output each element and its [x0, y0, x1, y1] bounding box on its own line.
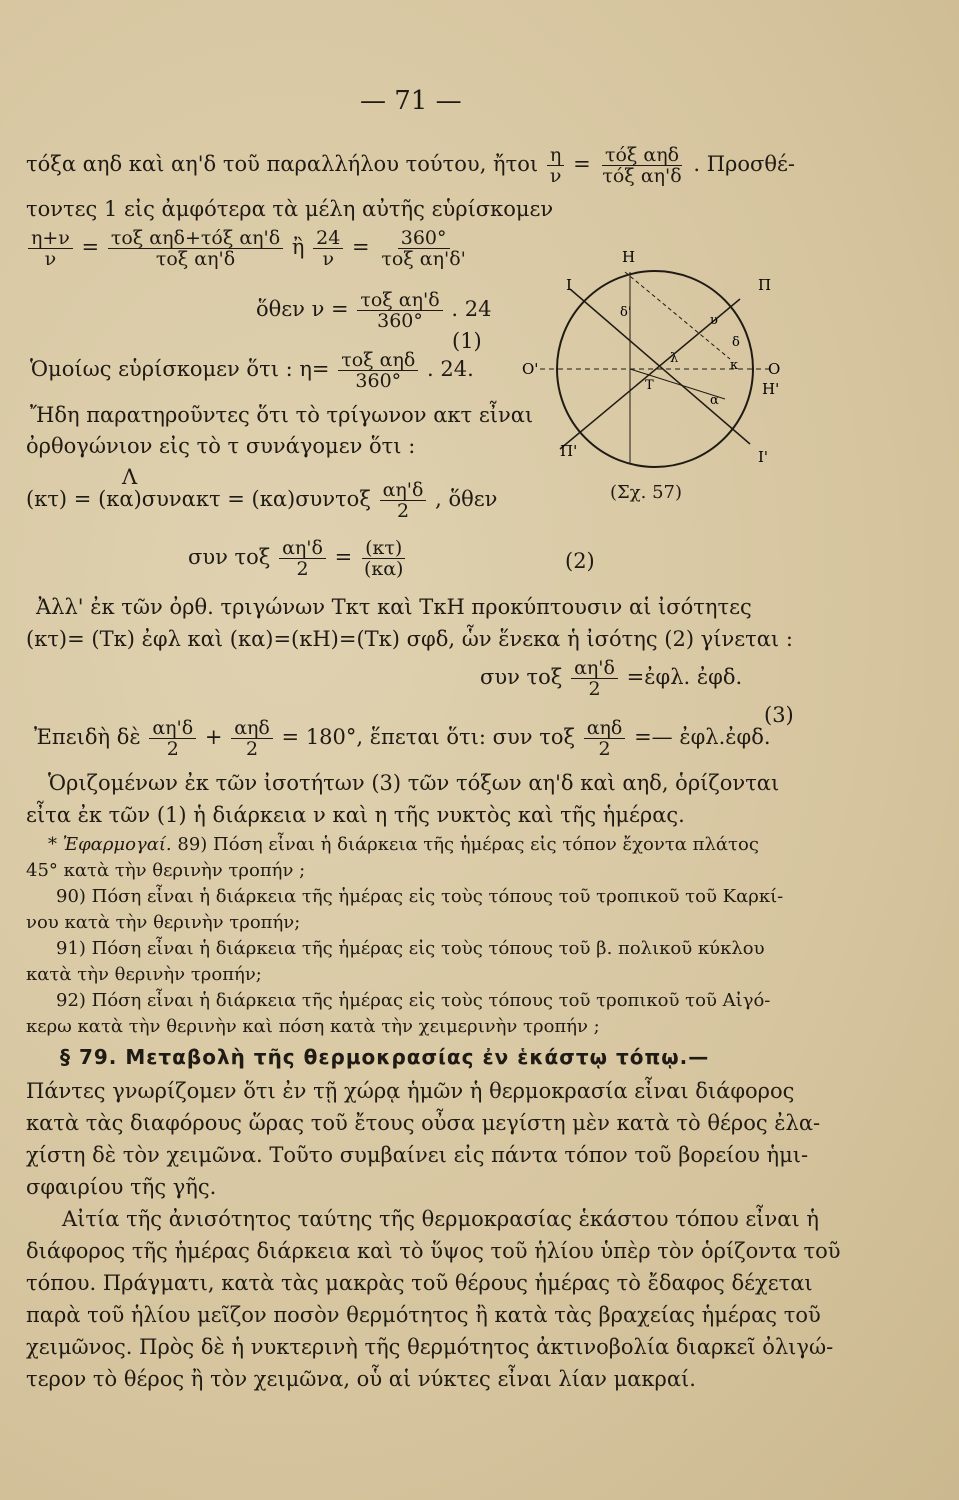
text-line: Ἤδη παρατηροῦντες ὅτι τὸ τρίγωνον ακτ εἶναι: [30, 403, 534, 427]
text-line: τόπου. Πράγματι, κατὰ τὰς μακρὰς τοῦ θέρους ἡμέρας τὸ ἔδαφος δέχεται: [26, 1271, 813, 1295]
label-u: υ: [710, 313, 718, 328]
label-k: κ: [730, 358, 739, 373]
text-line: τόξα αηδ καὶ αη'δ τοῦ παραλλήλου τούτου, ἤτοι $\frac{\eta}{\nu}$ = $\frac{\text{τόξ αηδ}}{\text{τόξ αη'δ}}$ . Προσθέ-: [26, 144, 795, 187]
exercise-line: 90) Πόση εἶναι ἡ διάρκεια τῆς ἡμέρας εἰς τοὺς τόπους τοῦ τροπικοῦ τοῦ Καρκί-: [56, 886, 784, 907]
text-line: (κτ)= (Τκ) ἐφλ καὶ (κα)=(κΗ)=(Τκ) σφδ, ὧν ἕνεκα ἡ ἰσότης (2) γίνεται :: [26, 627, 793, 651]
equation-line: Ὁμοίως εὑρίσκομεν ὅτι : η= $\frac{\text{τοξ αηδ}}{360^\circ}$ . 24.: [30, 349, 474, 392]
label-O2: Ο': [522, 360, 539, 378]
exercise-line: κερω κατὰ τὴν θερινὴν καὶ πόση κατὰ τὴν χειμερινὴν τροπήν ;: [26, 1016, 600, 1037]
exercise-line: νου κατὰ τὴν θερινὴν τροπήν;: [26, 912, 301, 933]
label-I2: Ι': [758, 448, 769, 466]
text-line: χίστη δὲ τὸν χειμῶνα. Τοῦτο συμβαίνει εἰς πάντα τόπον τοῦ βορείου ἡμι-: [26, 1143, 809, 1167]
text-line: κατὰ τὰς διαφόρους ὥρας τοῦ ἔτους οὖσα μεγίστη μὲν κατὰ τὸ θέρος ἐλα-: [26, 1111, 821, 1135]
label-T: Τ: [645, 378, 654, 393]
exercise-line: 45° κατὰ τὴν θερινὴν τροπήν ;: [26, 860, 306, 881]
text-line: εἶτα ἐκ τῶν (1) ἡ διάρκεια ν καὶ η τῆς νυκτὸς καὶ τῆς ἡμέρας.: [26, 803, 685, 827]
text-line: Ὁριζομένων ἐκ τῶν ἰσοτήτων (3) τῶν τόξων αη'δ καὶ αηδ, ὁρίζονται: [48, 771, 780, 795]
exercise-line: κατὰ τὴν θερινὴν τροπήν;: [26, 964, 262, 985]
text-line: Αἰτία τῆς ἀνισότητος ταύτης τῆς θερμοκρασίας ἑκάστου τόπου εἶναι ἡ: [62, 1207, 819, 1231]
hat-mark: Λ: [122, 465, 138, 489]
text-line: παρὰ τοῦ ἡλίου μεῖζον ποσὸν θερμότητος ἢ κατὰ τὰς βραχείας ἡμέρας τοῦ: [26, 1303, 821, 1327]
exercise-line: * Ἐφαρμογαί. 89) Πόση εἶναι ἡ διάρκεια τῆς ἡμέρας εἰς τόπον ἔχοντα πλάτος: [48, 834, 759, 855]
label-H2: Η': [762, 380, 780, 398]
label-P: Π: [758, 276, 772, 294]
equation-line: συν τοξ $\frac{\alpha\eta'\delta}{2}$ =ἐφλ. ἐφδ.: [480, 657, 743, 700]
equation-number: (3): [764, 703, 794, 727]
page-number: — 71 —: [360, 86, 462, 116]
equation-line: $\frac{\eta+\nu}{\nu}$ = $\frac{\text{τοξ αηδ+τόξ αη'δ}}{\text{τοξ αη'δ}}$ ἢ $\frac{24}{\nu}$ = $\frac{360^\circ}{\text{τοξ αη'δ'}}$: [26, 228, 471, 269]
text-line: τοντες 1 εἰς ἀμφότερα τὰ μέλη αὐτῆς εὑρίσκομεν: [26, 197, 554, 221]
label-l: λ: [670, 351, 679, 366]
text-line: διάφορος τῆς ἡμέρας διάρκεια καὶ τὸ ὕψος τοῦ ἡλίου ὑπὲρ τὸν ὁρίζοντα τοῦ: [26, 1239, 841, 1263]
label-a: α: [710, 393, 719, 408]
equation-line: Ἐπειδὴ δὲ $\frac{\alpha\eta'\delta}{2}$ + $\frac{\text{αηδ}}{2}$ = 180°, ἕπεται ὅτι: συν τοξ $\frac{\text{αηδ}}{2}$ =— ἐφλ.ἐφδ.: [34, 717, 771, 760]
label-O: Ο: [768, 360, 781, 378]
section-heading: § 79. Μεταβολὴ τῆς θερμοκρασίας ἐν ἑκάστῳ τόπῳ.—: [60, 1045, 710, 1069]
equation-line: (κτ) = (κα)συνακτ = (κα)συντοξ $\frac{\alpha\eta'\delta}{2}$ , ὅθεν: [26, 479, 498, 522]
text-line: χειμῶνος. Πρὸς δὲ ἡ νυκτερινὴ τῆς θερμότητος ἀκτινοβολία διαρκεῖ ὀλιγώ-: [26, 1335, 834, 1359]
label-H: Η: [622, 248, 636, 266]
equation-number: (2): [565, 549, 595, 573]
text-line: ὀρθογώνιον εἰς τὸ τ συνάγομεν ὅτι :: [26, 434, 416, 458]
text-line: Ἀλλ' ἐκ τῶν ὀρθ. τριγώνων Τκτ καὶ ΤκΗ προκύπτουσιν αἱ ἰσότητες: [36, 595, 752, 619]
exercise-line: 92) Πόση εἶναι ἡ διάρκεια τῆς ἡμέρας εἰς τοὺς τόπους τοῦ τροπικοῦ τοῦ Αἰγό-: [56, 990, 771, 1011]
equation-line: ὅθεν ν = $\frac{\text{τοξ αη'δ}}{360^\circ}$ . 24: [256, 289, 492, 332]
equation-line: συν τοξ $\frac{\alpha\eta'\delta}{2}$ = $\frac{(\kappa\tau)}{(\kappa\alpha)}$: [188, 537, 404, 580]
text-line: τερον τὸ θέρος ἢ τὸν χειμῶνα, οὗ αἱ νύκτες εἶναι λίαν μακραί.: [26, 1367, 696, 1391]
label-d: δ: [732, 335, 740, 350]
equation-number: (1): [452, 329, 482, 353]
label-d2: δ': [620, 305, 632, 320]
text-line: σφαιρίου τῆς γῆς.: [26, 1175, 217, 1199]
label-P2: Π': [560, 442, 578, 460]
celestial-sphere-figure: [500, 244, 790, 484]
figure-caption: (Σχ. 57): [610, 482, 683, 503]
exercise-line: 91) Πόση εἶναι ἡ διάρκεια τῆς ἡμέρας εἰς τοὺς τόπους τοῦ β. πολικοῦ κύκλου: [56, 938, 765, 959]
text-line: Πάντες γνωρίζομεν ὅτι ἐν τῇ χώρᾳ ἡμῶν ἡ θερμοκρασία εἶναι διάφορος: [26, 1079, 795, 1103]
label-I: Ι: [566, 276, 572, 294]
